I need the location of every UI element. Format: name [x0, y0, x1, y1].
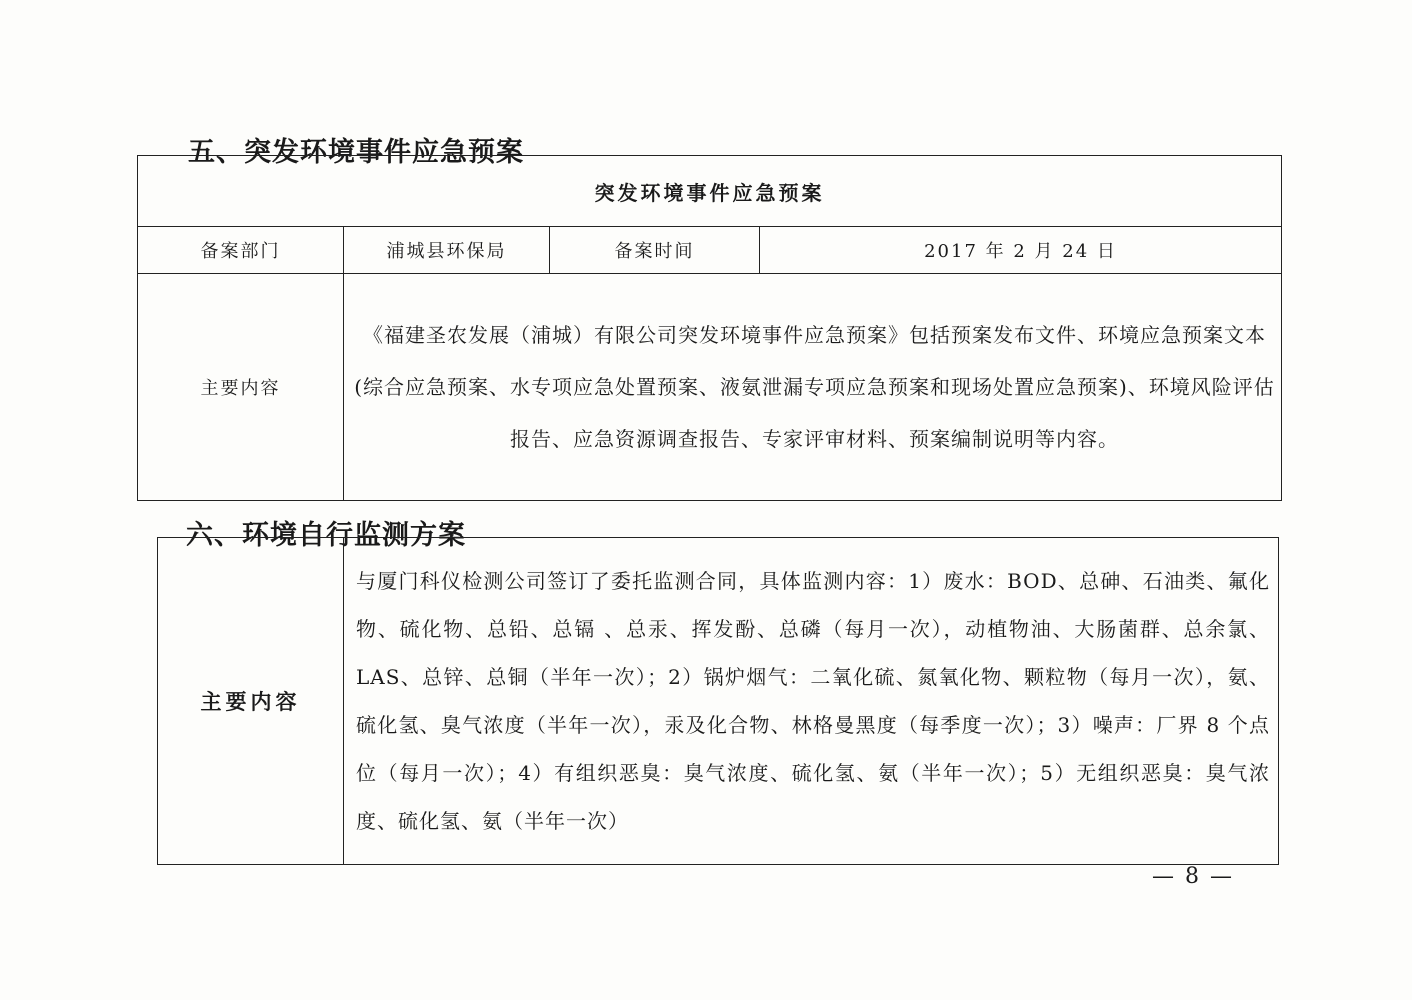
section6-heading: 六、环境自行监测方案 [186, 520, 466, 551]
content-text: 《福建圣农发展（浦城）有限公司突发环境事件应急预案》包括预案发布文件、环境应急预案文本(综合应急预案、水专项应急处置预案、液氨泄漏专项应急预案和现场处置应急预案)、环境风险评估报告、应急资源调查报告、专家评审材料、预案编制说明等内容。 [344, 274, 1282, 501]
content-label: 主要内容 [138, 274, 344, 501]
time-label: 备案时间 [550, 227, 760, 274]
dept-label: 备案部门 [138, 227, 344, 274]
time-value: 2017 年 2 月 24 日 [760, 227, 1282, 274]
section5-heading: 五、突发环境事件应急预案 [188, 137, 524, 168]
dept-value: 浦城县环保局 [344, 227, 550, 274]
table-title: 突发环境事件应急预案 [138, 156, 1282, 227]
emergency-plan-table [137, 155, 1282, 501]
monitoring-plan-table [157, 537, 1279, 865]
content-text: 与厦门科仪检测公司签订了委托监测合同，具体监测内容：1）废水：BOD、总砷、石油类、氟化物、硫化物、总铅、总镉 、总汞、挥发酚、总磷（每月一次），动植物油、大肠菌群、总余氯、LAS、总锌、总铜（半年一次）；2）锅炉烟气：二氧化硫、氮氧化物、颗粒物（每月一次），氨、硫化氢、臭气浓度（半年一次），汞及化合物、林格曼黑度（每季度一次）；3）噪声：厂界 8 个点位（每月一次）；4）有组织恶臭：臭气浓度、硫化氢、氨（半年一次）；5）无组织恶臭：臭气浓度、硫化氢、氨（半年一次） [344, 538, 1279, 865]
page-number: — 8 — [1152, 864, 1234, 889]
content-label: 主要内容 [158, 538, 344, 865]
